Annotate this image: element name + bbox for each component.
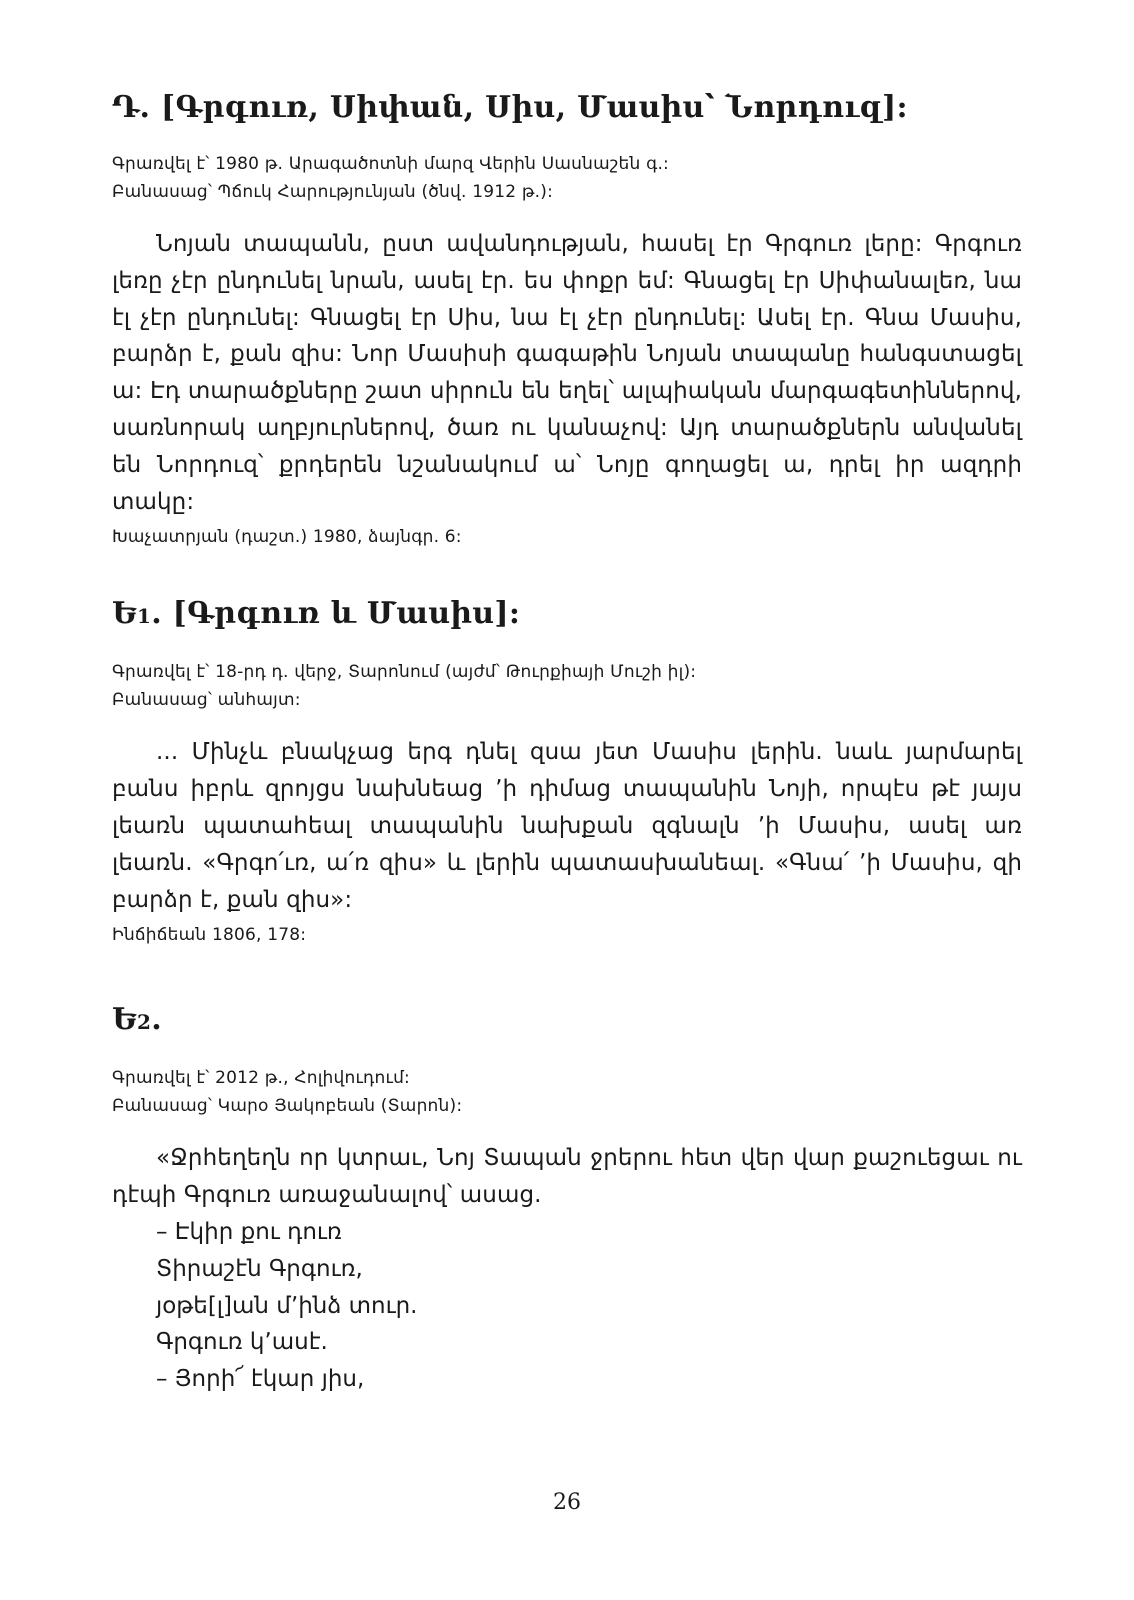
verse-line: Տիրաշէն Գրգուռ,	[156, 1255, 363, 1282]
section-e1	[112, 594, 1022, 948]
legend-text: Նոյան տապանն, ըստ ավանդության, հասել էր Գրգուռ լերը: Գրգուռ լեռը չէր ընդունել նրան, ասել էր. ես փոքր եմ: Գնացել էր Սիփանալեռ, նա էլ չէր ընդունել: Գնացել էր Սիս, նա էլ չէր ընդունել: Ասել էր. Գնա Մասիս, բարձր է, քան զիս: Նոր Մասիսի գագաթին Նոյան տապանը հանգստացել ա: Էդ տարածքները շատ սիրուն են եղել՝ ալպիական մարգագետիններով, սառնորակ աղբյուրներով, ծառ ու կանաչով: Այդ տարածքներն անվանել են Նորդուզ՝ քրդերեն նշանակում ա՝ Նոյը գողացել ա, դրել իր ազդրի տակը:	[112, 231, 1022, 515]
recorded-line: Գրառվել է՝ 2012 թ., Հոլիվուդում:	[112, 1068, 410, 1089]
narrator-line: Բանասաց՝ անհայտ:	[112, 690, 301, 711]
heading-letter: Ե	[112, 596, 137, 632]
record-info	[112, 658, 1022, 714]
heading-title: . [Գրգուռ և Մասիս]:	[151, 596, 521, 632]
verse-line: – Յորի՜ էկար յիս,	[156, 1366, 365, 1393]
narrator-line: Բանասաց՝ Կարօ Յակոբեան (Տարոն):	[112, 1096, 463, 1117]
source-citation: Ինճիճեան 1806, 178:	[112, 925, 307, 946]
heading-index: 2	[136, 1010, 152, 1035]
section-e2	[112, 1000, 1022, 1398]
section-d	[112, 88, 1022, 550]
record-info	[112, 1064, 1022, 1120]
section-heading	[112, 1000, 1022, 1042]
section-heading: Դ. [Գրգուռ, Սիփան, Սիս, Մասիս՝ Նորդուզ]:	[112, 90, 908, 125]
recorded-line: Գրառվել է՝ 18-րդ դ. վերջ, Տարոնում (այժմ՝ Թուրքիայի Մուշի իլ):	[112, 662, 697, 683]
legend-text: «Ջրհեղեղն որ կտրաւ, Նոյ Տապան ջրերու հետ վեր վար քաշուեցաւ ու դէպի Գրգուռ առաջանալով՝ ասաց.	[112, 1145, 1022, 1209]
legend-text: ... Մինչև բնակչաց երգ դնել զսա յետ Մասիս լերին. նաև յարմարել բանս իբրև զրոյցս նախնեաց ՚ի դիմաց տապանին Նոյի, որպէս թէ յայս լեառն պատահեալ տապանին նախքան զգնալն ՚ի Մասիս, ասել առ լեառն. «Գրգո՛ւռ, ա՛ռ զիս» և լերին պատասխանեալ. «Գնա՛ ՚ի Մասիս, զի բարձր է, քան զիս»:	[112, 739, 1022, 913]
document-page	[112, 88, 1022, 1398]
verse-line: – Էկիր քու դուռ	[156, 1218, 342, 1245]
verse-line: յօթե[լ]ան մ՚ինձ տուր.	[156, 1292, 418, 1319]
page-number: 26	[553, 1490, 581, 1515]
heading-index: 1	[136, 604, 152, 629]
source-citation: Խաչատրյան (դաշտ.) 1980, ձայնգր. 6:	[112, 527, 462, 548]
section-heading	[112, 594, 1022, 636]
heading-title: .	[151, 1002, 162, 1038]
record-info	[112, 150, 1022, 206]
narrator-line: Բանասաց՝ Պճուկ Հարությունյան (ծնվ. 1912 թ.):	[112, 182, 553, 202]
recorded-line: Գրառվել է՝ 1980 թ. Արագածոտնի մարզ Վերին Սասնաշեն գ.:	[112, 154, 669, 174]
verse-line: Գրգուռ կ՚ասէ.	[156, 1329, 328, 1356]
heading-letter: Ե	[112, 1002, 137, 1038]
